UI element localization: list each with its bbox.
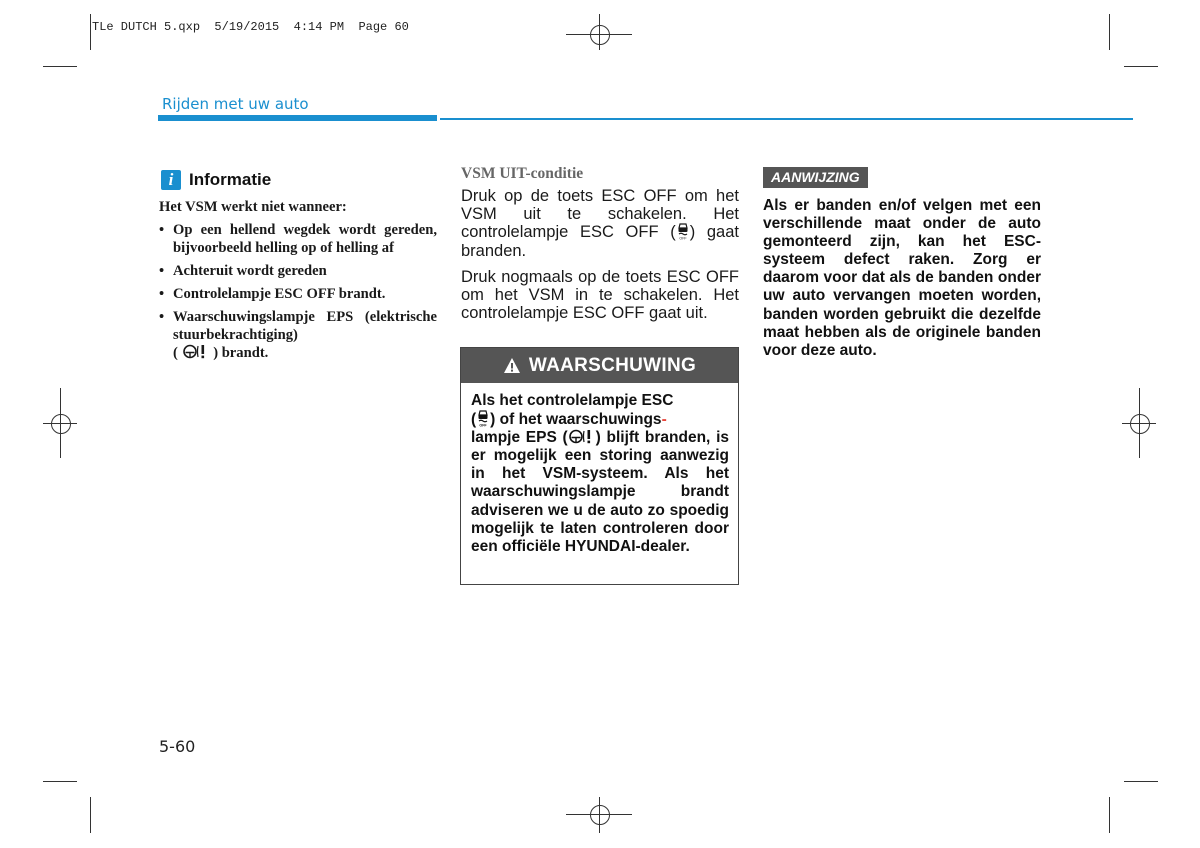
- list-item: • Controlelampje ESC OFF brandt.: [159, 285, 437, 303]
- warning-line-2-open: (: [471, 411, 477, 429]
- section-title: Rijden met uw auto: [162, 95, 309, 113]
- info-list: [159, 221, 437, 362]
- vsm-p1-before: Druk op de toets ESC OFF om het VSM uit te schakelen. Het controlelampje ESC OFF (: [461, 187, 739, 242]
- warning-line-2: ) of het waarschuwings: [490, 411, 662, 429]
- list-item: [159, 308, 437, 362]
- hyphen-mark: -: [661, 411, 667, 429]
- warning-body: [461, 383, 738, 556]
- info-lead: Het VSM werkt niet wanneer:: [159, 199, 347, 215]
- vsm-heading: VSM UIT-conditie: [461, 165, 584, 182]
- svg-text:OFF: OFF: [679, 236, 687, 241]
- warning-box: [460, 347, 739, 585]
- esc-off-icon: [476, 410, 490, 427]
- vsm-paragraph-1: [461, 187, 739, 260]
- warning-line-3-after: ) blijft branden,: [595, 429, 711, 447]
- info-body: [159, 198, 437, 362]
- note-label: AANWIJZING: [763, 167, 868, 188]
- list-item: • Achteruit wordt gereden: [159, 262, 437, 280]
- warning-triangle-icon: [503, 357, 521, 374]
- info-title: Informatie: [189, 170, 272, 189]
- esc-off-icon: [676, 223, 690, 240]
- vsm-paragraph-2: Druk nogmaals op de toets ESC OFF om het VSM in te schakelen. Het controlelampje ESC OFF gaat uit.: [461, 267, 739, 323]
- vsm-p1-after: ) gaat branden.: [461, 223, 739, 260]
- info-icon: i: [161, 170, 181, 190]
- warning-rest: is er mogelijk een storing aanwezig in het VSM-systeem. Als het waarschuwingslampje brandt adviseren we u de auto zo spoedig mogelijk te laten controleren door een officiële HYUNDAI-dealer.: [471, 429, 729, 555]
- header-rule-thin: [440, 118, 1133, 120]
- note-text: Als er banden en/of velgen met een verschillende maat onder de auto gemonteerd zijn, kan het ESC-systeem defect raken. Zorg er daarom voor dat als de banden onder uw auto vervangen moeten worden, banden worden gebruikt die dezelfde maat hebben als de originele banden voor deze auto.: [763, 197, 1041, 359]
- list-item-open: (: [173, 345, 178, 361]
- list-item: • Op een hellend wegdek wordt gereden, bijvoorbeeld helling op of helling af: [159, 221, 437, 257]
- svg-text:OFF: OFF: [479, 423, 487, 428]
- info-heading: [161, 170, 271, 190]
- print-slug: TLe DUTCH 5.qxp 5/19/2015 4:14 PM Page 60: [92, 20, 409, 34]
- eps-warning-icon: [568, 429, 596, 444]
- vsm-body: [461, 187, 739, 330]
- list-item-text: • Waarschuwingslampje EPS (elektrische stuurbekrachtiging): [173, 309, 437, 343]
- warning-line-1: Als het controlelampje ESC: [471, 392, 674, 409]
- warning-header: [461, 348, 738, 383]
- warning-line-3-before: lampje EPS (: [471, 429, 568, 447]
- warning-title: WAARSCHUWING: [528, 354, 697, 376]
- header-rule-thick: [158, 115, 437, 121]
- page-number: 5-60: [159, 737, 196, 756]
- eps-warning-icon: [182, 344, 210, 359]
- list-item-close: ) brandt.: [213, 345, 269, 361]
